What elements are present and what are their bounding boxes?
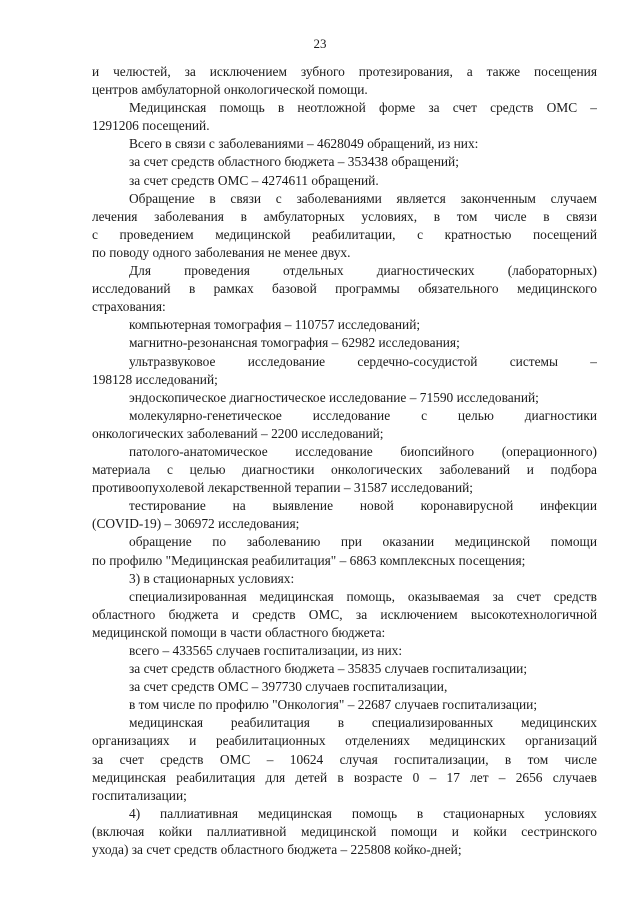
text-line: специализированная медицинская помощь, оказываемая за счет средств (129, 588, 597, 604)
text-line: компьютерная томография – 110757 исследований; (129, 317, 421, 333)
text-line: противоопухолевой лекарственной терапии – 31587 исследований; (92, 480, 474, 496)
text-line: (включая койки паллиативной медицинской помощи и койки сестринского (92, 823, 597, 839)
text-line: материала с целью диагностики онкологических заболеваний и подбора (92, 462, 597, 478)
text-line: госпитализации; (92, 787, 187, 803)
text-line: лечения заболевания в амбулаторных условиях, в том числе в связи (92, 208, 597, 224)
text-line: (COVID-19) – 306972 исследования; (92, 516, 300, 532)
text-line: за счет средств ОМС – 4274611 обращений. (129, 172, 379, 188)
text-line: ультразвуковое исследование сердечно-сосудистой системы – (129, 353, 597, 369)
text-line: и челюстей, за исключением зубного протезирования, а также посещения (92, 64, 597, 79)
page-number: 23 (313, 36, 327, 51)
text-line: медицинская реабилитация в специализированных медицинских (129, 715, 597, 731)
text-line: ухода) за счет средств областного бюджета – 225808 койко-дней; (92, 842, 462, 858)
text-line: онкологических заболеваний – 2200 исследований; (92, 425, 384, 441)
text-line: 4) паллиативная медицинская помощь в стационарных условиях (129, 805, 597, 821)
text-line: патолого-анатомическое исследование биопсийного (операционного) (129, 443, 597, 459)
text-line: медицинская реабилитация для детей в возрасте 0 – 17 лет – 2656 случаев (92, 769, 597, 785)
text-line: областного бюджета и средств ОМС, за исключением высокотехнологичной (92, 606, 597, 622)
text-line: центров амбулаторной онкологической помощи. (92, 82, 368, 98)
text-line: Обращение в связи с заболеваниями является законченным случаем (129, 190, 597, 206)
text-line: обращение по заболеванию при оказании медицинской помощи (129, 534, 597, 550)
text-line: за счет средств ОМС – 397730 случаев госпитализации, (129, 679, 448, 695)
text-line: за счет средств областного бюджета – 353438 обращений; (129, 154, 459, 170)
text-line: за счет средств областного бюджета – 35835 случаев госпитализации; (129, 661, 528, 677)
text-line: 1291206 посещений. (92, 118, 210, 134)
text-line: в том числе по профилю "Онкология" – 22687 случаев госпитализации; (129, 697, 538, 713)
text-line: за счет средств ОМС – 10624 случая госпитализации, в том числе (92, 751, 597, 767)
text-line: медицинской помощи в части областного бюджета: (92, 624, 386, 640)
text-line: 3) в стационарных условиях: (129, 570, 295, 586)
text-line: Всего в связи с заболеваниями – 4628049 обращений, из них: (129, 136, 479, 152)
text-line: 198128 исследований; (92, 371, 218, 387)
text-line: с проведением медицинской реабилитации, с кратностью посещений (92, 226, 597, 242)
text-line: Медицинская помощь в неотложной форме за счет средств ОМС – (129, 100, 597, 116)
document-body (92, 63, 597, 859)
text-line: магнитно-резонансная томография – 62982 исследования; (129, 335, 460, 351)
text-line: исследований в рамках базовой программы обязательного медицинского (92, 281, 597, 297)
text-line: организациях и реабилитационных отделениях медицинских организаций (92, 733, 597, 749)
text-line: всего – 433565 случаев госпитализации, из них: (129, 643, 403, 658)
text-line: молекулярно-генетическое исследование с целью диагностики (129, 407, 597, 423)
text-line: по профилю "Медицинская реабилитация" – 6863 комплексных посещения; (92, 552, 526, 568)
text-line: страхования: (92, 299, 166, 315)
text-line: тестирование на выявление новой коронавирусной инфекции (129, 498, 597, 514)
text-line: эндоскопическое диагностическое исследование – 71590 исследований; (129, 389, 539, 405)
text-line: по поводу одного заболевания не менее двух. (92, 244, 351, 260)
text-line: Для проведения отдельных диагностических (лабораторных) (129, 263, 597, 279)
